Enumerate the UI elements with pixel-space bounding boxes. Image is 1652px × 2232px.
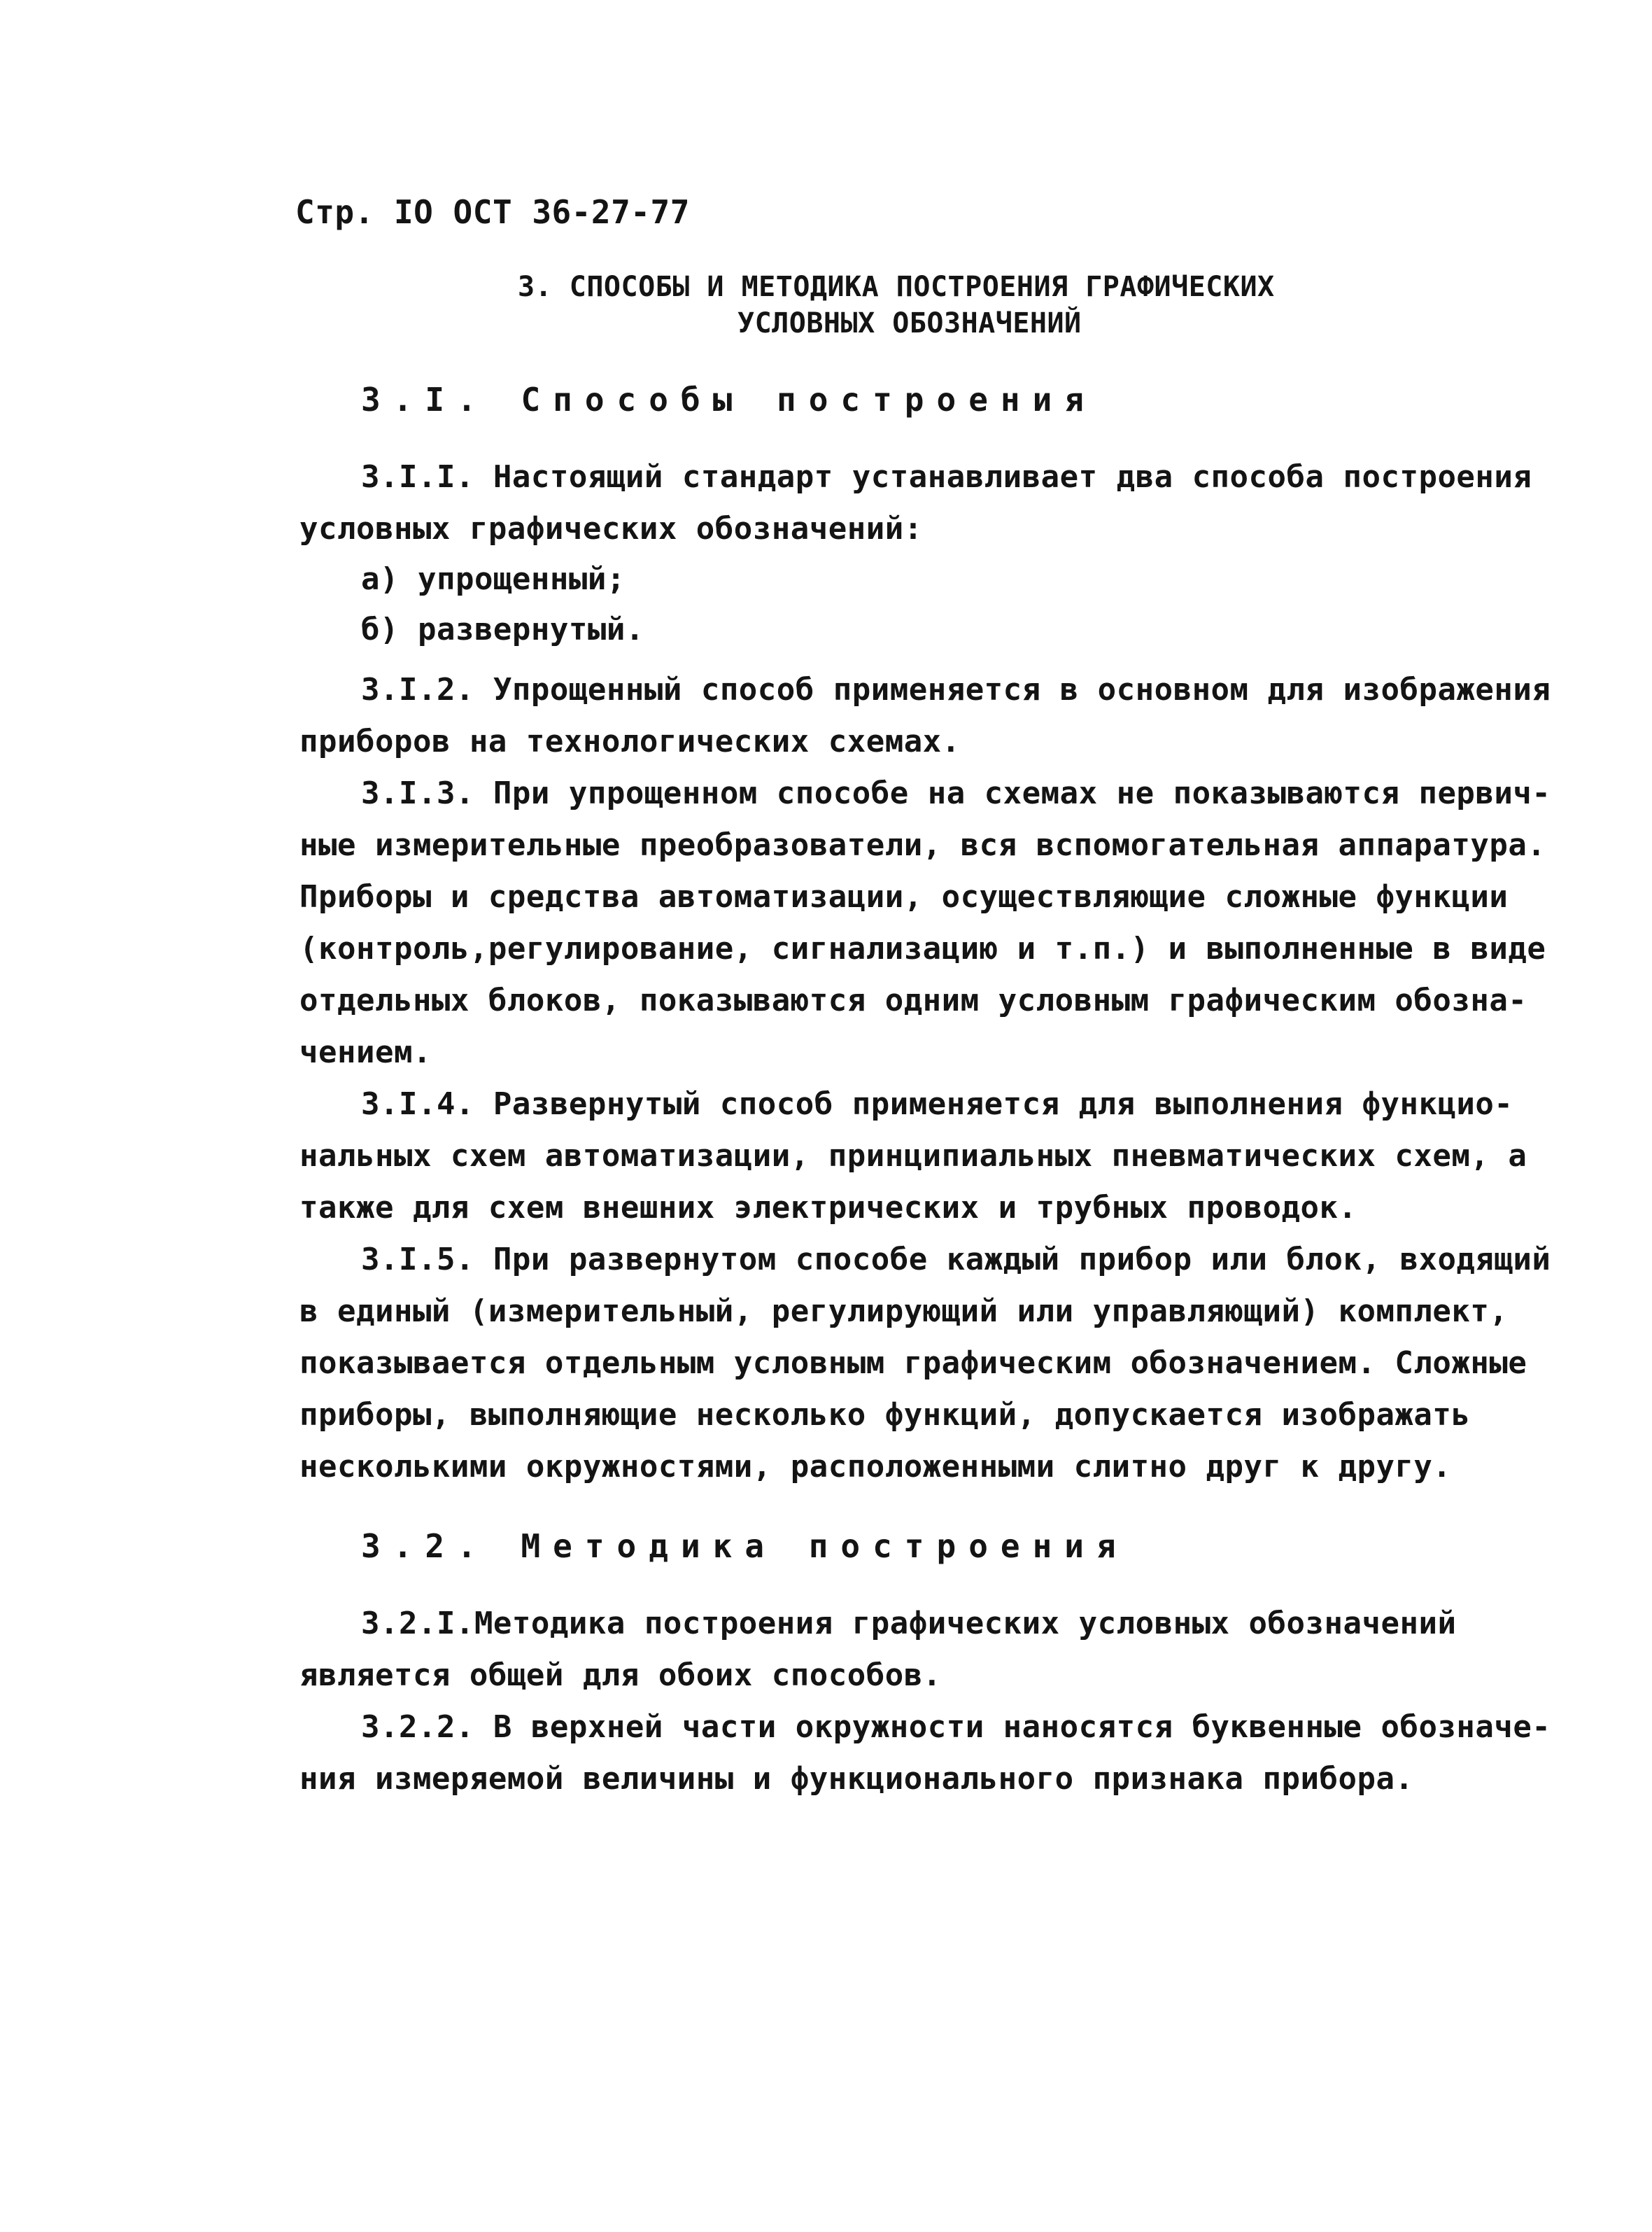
paragraph-line: несколькими окружностями, расположенными слитно друг к другу. — [299, 1449, 1452, 1485]
section-heading-3-2: 3.2. Методика построения — [361, 1527, 1129, 1565]
paragraph-line: условных графических обозначений: — [299, 511, 923, 547]
paragraph-line: Приборы и средства автоматизации, осуществляющие сложные функции — [299, 879, 1509, 915]
list-item: б) развернутый. — [361, 612, 644, 647]
paragraph-line: показывается отдельным условным графическим обозначением. Сложные — [299, 1345, 1527, 1381]
list-item: а) упрощенный; — [361, 561, 626, 597]
paragraph-line: в единый (измерительный, регулирующий или управляющий) комплект, — [299, 1293, 1509, 1329]
section-heading-3-1: 3.I. Способы построения — [361, 381, 1096, 419]
paragraph-line: приборы, выполняющие несколько функций, допускается изображать — [299, 1397, 1471, 1433]
paragraph-line: 3.I.2. Упрощенный способ применяется в основном для изображения — [361, 672, 1551, 708]
paragraph-line: (контроль,регулирование, сигнализацию и т.п.) и выполненные в виде — [299, 931, 1546, 967]
paragraph-line: ния измеряемой величины и функционального признака прибора. — [299, 1761, 1414, 1797]
chapter-title-line-1: 3. СПОСОБЫ И МЕТОДИКА ПОСТРОЕНИЯ ГРАФИЧЕСКИХ — [518, 271, 1275, 303]
paragraph-line: также для схем внешних электрических и трубных проводок. — [299, 1190, 1357, 1226]
paragraph-line: чением. — [299, 1034, 432, 1070]
paragraph-line: ные измерительные преобразователи, вся вспомогательная аппаратура. — [299, 827, 1546, 863]
paragraph-line: 3.I.3. При упрощенном способе на схемах не показываются первич- — [361, 775, 1551, 811]
paragraph-line: 3.2.2. В верхней части окружности наносятся буквенные обозначе- — [361, 1709, 1551, 1745]
page-header: Стр. IO ОСТ 36-27-77 — [295, 193, 690, 231]
paragraph-line: 3.2.I.Методика построения графических условных обозначений — [361, 1606, 1457, 1641]
paragraph-line: нальных схем автоматизации, принципиальных пневматических схем, а — [299, 1138, 1527, 1174]
paragraph-line: приборов на технологических схемах. — [299, 724, 961, 759]
paragraph-line: 3.I.5. При развернутом способе каждый прибор или блок, входящий — [361, 1242, 1551, 1277]
chapter-title-line-2: УСЛОВНЫХ ОБОЗНАЧЕНИЙ — [737, 307, 1082, 339]
paragraph-line: 3.I.I. Настоящий стандарт устанавливает два способа построения — [361, 459, 1532, 495]
paragraph-line: является общей для обоих способов. — [299, 1657, 942, 1693]
paragraph-line: 3.I.4. Развернутый способ применяется для выполнения функцио- — [361, 1086, 1513, 1122]
paragraph-line: отдельных блоков, показываются одним условным графическим обозна- — [299, 983, 1527, 1018]
